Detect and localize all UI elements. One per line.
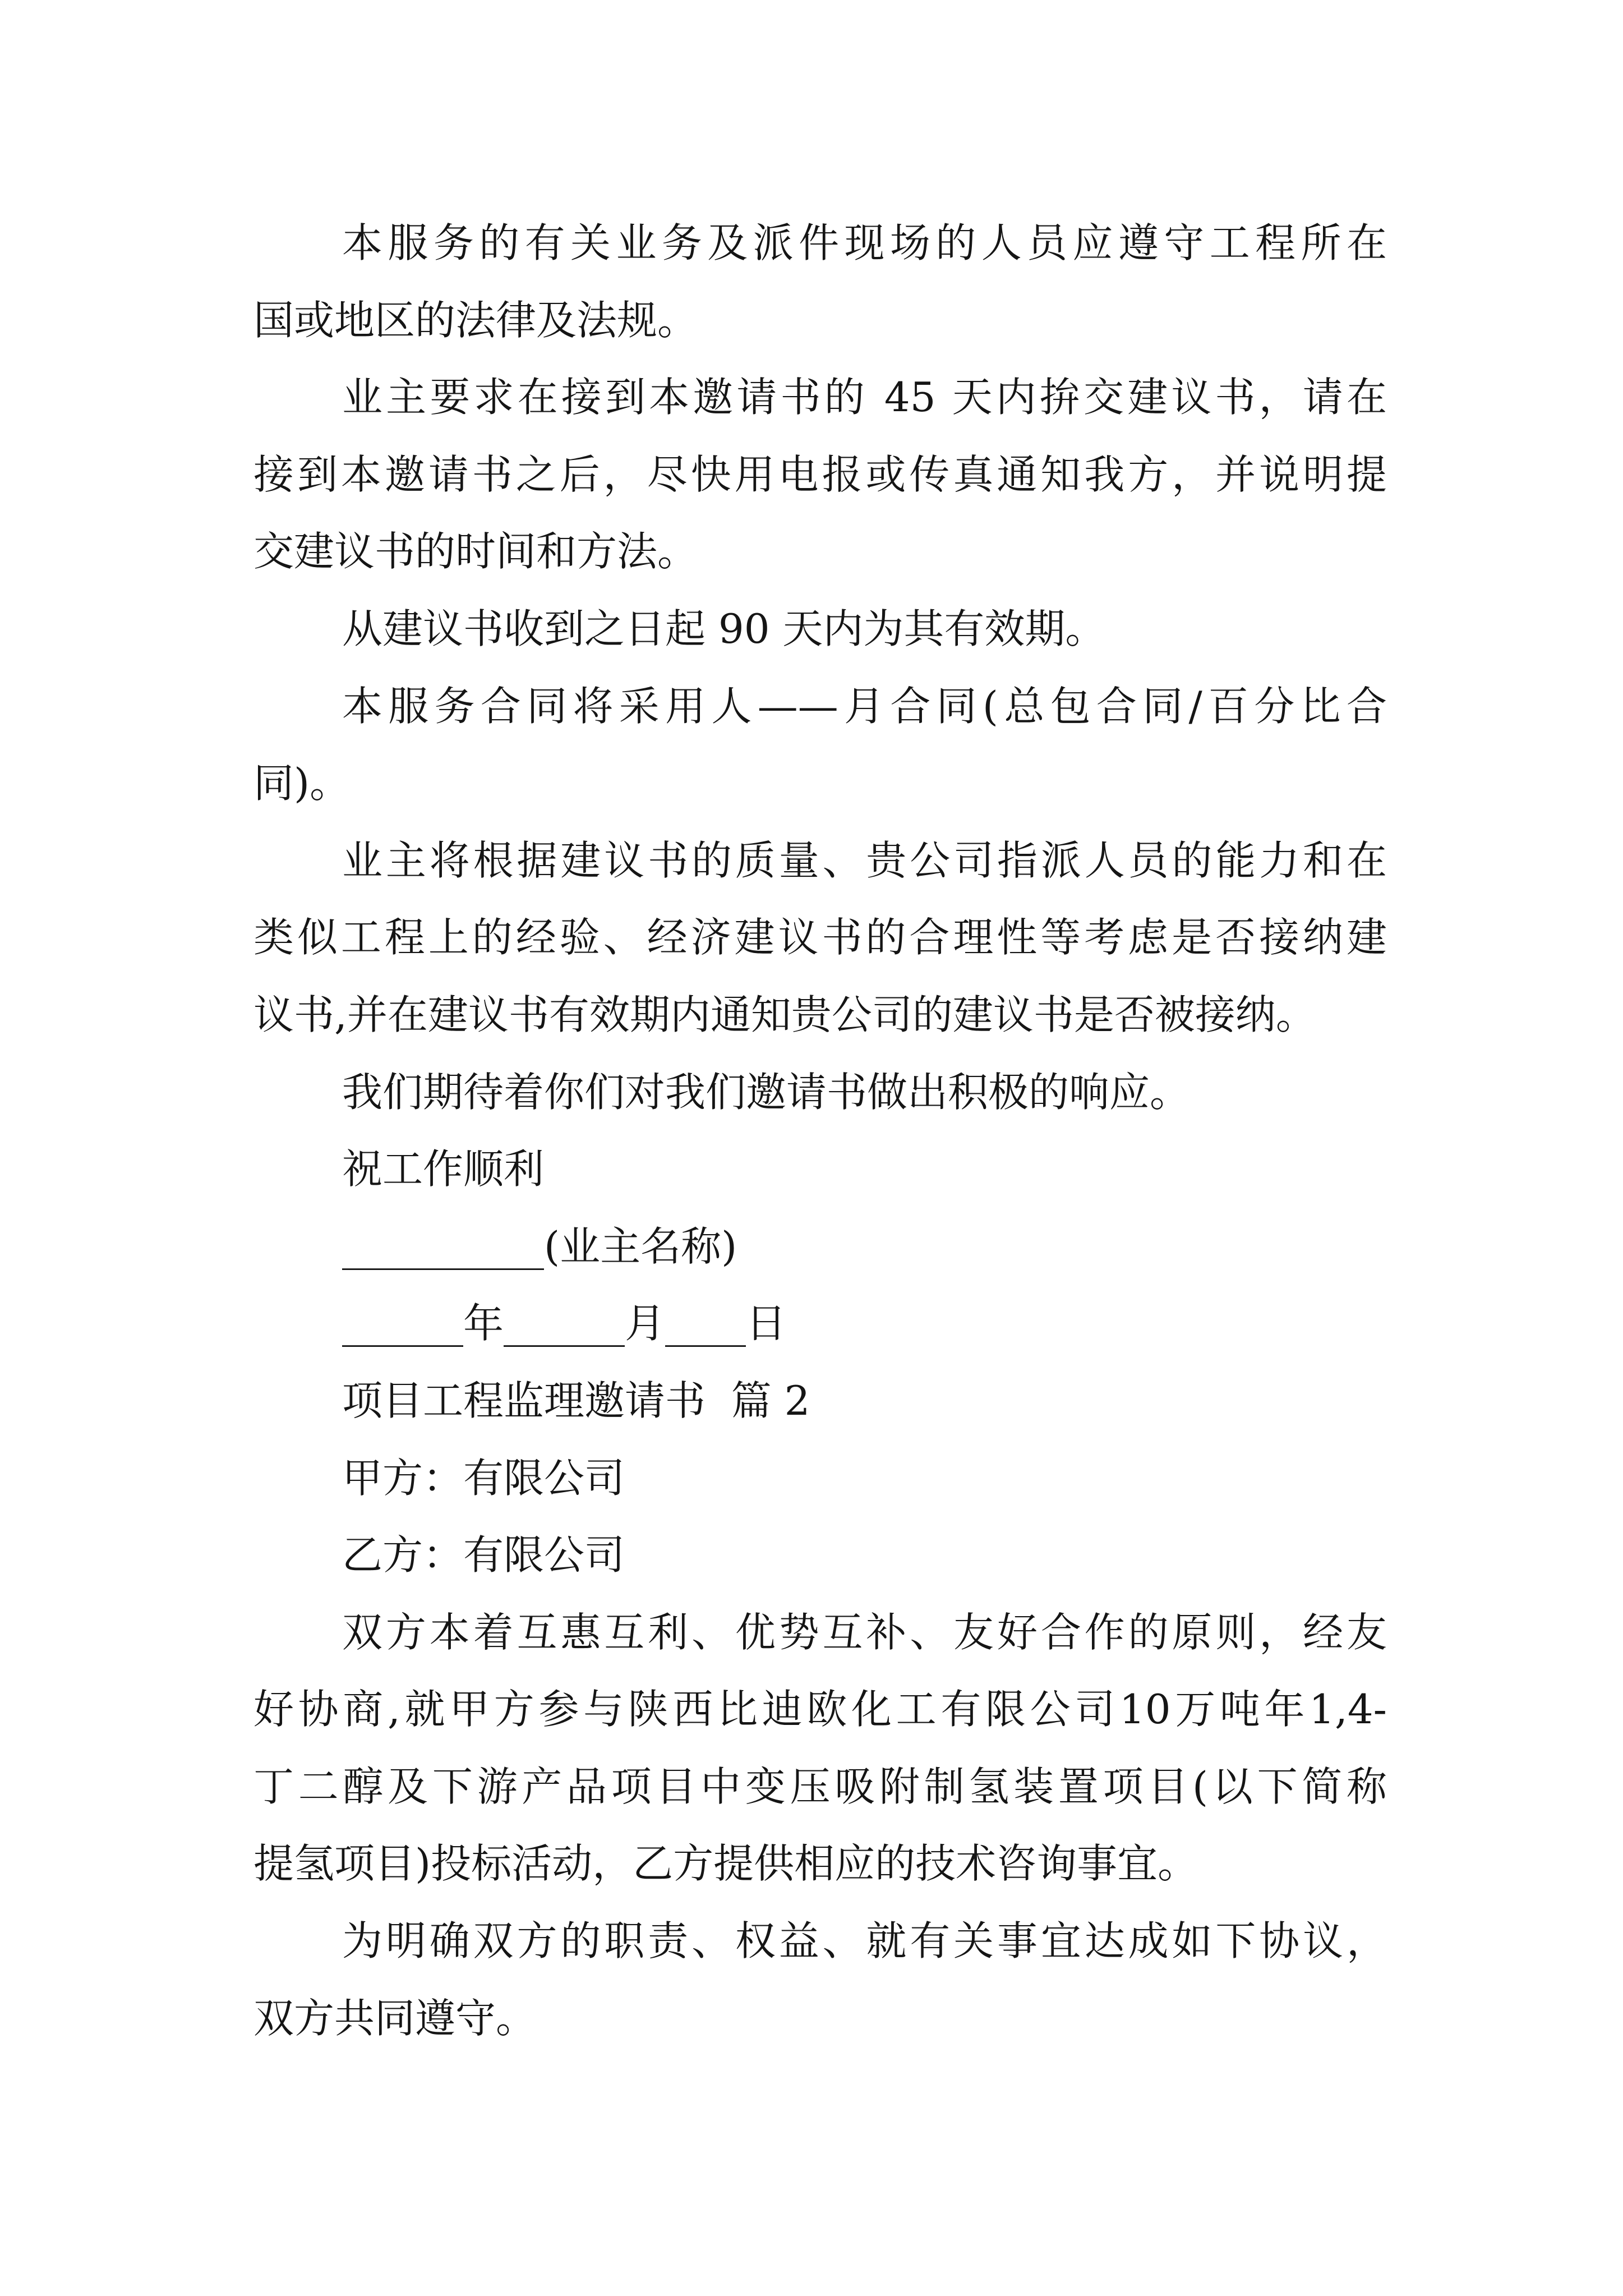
text-line: 类似工程上的经验、经济建议书的合理性等考虑是否接纳建 <box>253 914 1387 961</box>
section-title-part-2 <box>253 1363 1387 1440</box>
text-line: 甲方：有限公司 <box>342 1454 625 1502</box>
text-line: __________(业主名称) <box>342 1222 737 1270</box>
text-line: 业主将根据建议书的质量、贵公司指派人员的能力和在 <box>342 836 1387 884</box>
closing-greeting <box>253 1131 1387 1208</box>
text-line: 提氢项目)投标活动，乙方提供相应的技术咨询事宜。 <box>253 1840 1198 1888</box>
paragraph-proposal-submission <box>253 359 1387 591</box>
text-line: 从建议书收到之日起 90 天内为其有效期。 <box>342 605 1106 652</box>
text-line: ______年______月____日 <box>342 1300 786 1347</box>
paragraph-contract-type <box>253 668 1387 822</box>
text-line: 丁二醇及下游产品项目中变压吸附制氢装置项目(以下简称 <box>253 1763 1387 1810</box>
text-line: 我们期待着你们对我们邀请书做出积极的响应。 <box>342 1068 1191 1116</box>
party-b <box>253 1517 1387 1594</box>
text-line: 本服务合同将采用人——月合同(总包合同/百分比合 <box>342 682 1387 730</box>
paragraph-validity-period <box>253 591 1387 668</box>
paragraph-proposal-evaluation <box>253 822 1387 1054</box>
text-line: 国或地区的法律及法规。 <box>253 296 698 344</box>
text-line: 祝工作顺利 <box>342 1145 545 1193</box>
text-line: 交建议书的时间和方法。 <box>253 528 698 576</box>
text-line: 双方本着互惠互利、优势互补、友好合作的原则，经友 <box>342 1608 1387 1656</box>
text-line: 双方共同遵守。 <box>253 1994 537 2042</box>
text-line: 接到本邀请书之后，尽快用电报或传真通知我方，并说明提 <box>253 450 1387 498</box>
party-a <box>253 1440 1387 1517</box>
text-line: 好协商,就甲方参与陕西比迪欧化工有限公司10万吨年1,4- <box>253 1686 1387 1733</box>
owner-name-blank <box>253 1208 1387 1286</box>
paragraph-agreement-intro <box>253 1903 1387 2057</box>
paragraph-service-compliance <box>253 205 1387 359</box>
text-line: 同)。 <box>253 760 351 807</box>
text-line: 业主要求在接到本邀请书的 45 天内拚交建议书，请在 <box>342 374 1387 421</box>
text-line: 项目工程监理邀请书 篇 2 <box>342 1377 810 1424</box>
text-line: 议书,并在建议书有效期内通知贵公司的建议书是否被接纳。 <box>253 991 1316 1038</box>
document-body <box>253 205 1387 2057</box>
text-line: 本服务的有关业务及派件现场的人员应遵守工程所在 <box>342 219 1387 266</box>
text-line: 乙方：有限公司 <box>342 1531 625 1579</box>
paragraph-cooperation-principle <box>253 1594 1387 1903</box>
text-line: 为明确双方的职责、权益、就有关事宜达成如下协议， <box>342 1917 1387 1965</box>
paragraph-closing-expectation <box>253 1054 1387 1131</box>
date-blank <box>253 1285 1387 1363</box>
